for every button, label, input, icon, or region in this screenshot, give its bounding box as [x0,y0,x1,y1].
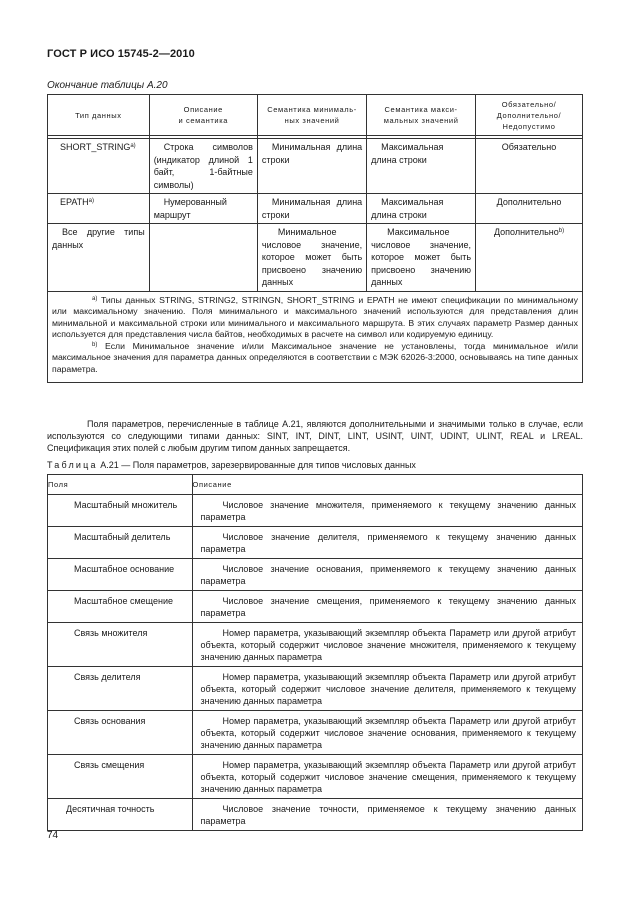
table-a21-header-row [48,475,583,495]
table-notes-row [48,291,583,382]
standard-header: ГОСТ Р ИСО 15745-2—2010 [47,48,195,60]
table-label: Таблица [47,460,98,470]
min-cell: Минимальная длина строки [257,139,366,194]
description-cell: Строка символов (индикатор длиной 1 байт, 1-байтные символы) [149,139,257,194]
field-cell: Связь основания [48,711,193,755]
description-cell: Числовое значение множителя, применяемого к текущему значению данных параметра [192,495,582,527]
description-cell: Числовое значение основания, применяемого к текущему значению данных параметра [192,559,582,591]
column-header: Описание и семантика [149,95,257,136]
column-header: Поля [48,475,193,495]
field-cell: Десятичная точность [48,799,193,831]
table-a20 [47,94,583,383]
column-header: Обязательно/ Дополнительно/ Недопустимо [476,95,583,136]
type-cell: Все другие типы данных [48,224,150,292]
table-title: А.21 — Поля параметров, зарезервированные для типов числовых данных [100,460,416,470]
table-row [48,527,583,559]
table-row [48,667,583,711]
required-cell: Обязательно [476,139,583,194]
description-cell: Нумерованный маршрут [149,194,257,224]
footnote-b: $^{b)}$ Если Минимальное значение и/или Максимальное значение не установлены, тогда минимальное и/или максимальное значения для параметра данных определяются в соответствии с МЭК 62026-3:2000, основываясь на типе данных параметра. [52,340,578,375]
table-a21 [47,474,583,831]
min-cell: Минимальная длина строки [257,194,366,224]
table-row [48,755,583,799]
table-row [48,623,583,667]
max-cell: Максимальная длина строки [367,139,476,194]
description-cell: Номер параметра, указывающий экземпляр объекта Параметр или другой атрибут объекта, который содержит числовое значение множителя, применяемого к текущему значению данных параметра [192,623,582,667]
type-cell: SHORT_STRING$^{a)}$ [48,139,150,194]
footnote-a: $^{a)}$ Типы данных STRING, STRING2, STRINGN, SHORT_STRING и EPATH не имеют спецификации по минимальному или максимальному значению. Поля минимального и максимального значений используются для представления длин минимальной и максимальной строки или минимального и максимального маршрута. В этих случаях параметр Размер данных используется для представления числа байтов, необходимых в расчете на символ или кодируемую единицу. [52,294,579,340]
column-header: Тип данных [48,95,150,136]
table-row [48,495,583,527]
field-cell: Масштабное основание [48,559,193,591]
table-a21-caption [47,460,416,470]
description-cell: Номер параметра, указывающий экземпляр объекта Параметр или другой атрибут объекта, который содержит числовое значение основания, применяемого к текущему значению данных параметра [192,711,582,755]
description-cell: Номер параметра, указывающий экземпляр объекта Параметр или другой атрибут объекта, который содержит числовое значение смещения, применяемого к текущему значению данных параметра [192,755,582,799]
table-row [48,194,583,224]
table-notes [48,291,583,382]
body-paragraph: Поля параметров, перечисленные в таблице А.21, являются дополнительными и значимыми только в случае, если используются со следующими типами данных: SINT, INT, DINT, LINT, USINT, UINT, UDINT, ULINT, REAL и LREAL. Спецификация этих полей с любым другим типом данных запрещается. [47,419,583,453]
column-header: Семантика минималь- ных значений [257,95,366,136]
description-cell: Числовое значение точности, применяемое к текущему значению данных параметра [192,799,582,831]
table-row [48,591,583,623]
field-cell: Связь делителя [48,667,193,711]
table-row [48,139,583,194]
description-cell: Числовое значение смещения, применяемого к текущему значению данных параметра [192,591,582,623]
required-cell: Дополнительно$^{b)}$ [476,224,583,292]
table-row [48,559,583,591]
field-cell: Связь множителя [48,623,193,667]
description-cell [149,224,257,292]
description-cell: Числовое значение делителя, применяемого к текущему значению данных параметра [192,527,582,559]
column-header: Описание [192,475,582,495]
column-header: Семантика макси- мальных значений [367,95,476,136]
table-a20-caption: Окончание таблицы А.20 [47,80,168,91]
field-cell: Масштабный множитель [48,495,193,527]
type-cell: EPATH$^{a)}$ [48,194,150,224]
field-cell: Связь смещения [48,755,193,799]
table-row [48,224,583,292]
field-cell: Масштабное смещение [48,591,193,623]
max-cell: Максимальная длина строки [367,194,476,224]
table-row [48,799,583,831]
max-cell: Максимальное числовое значение, которое может быть присвоено значению данных [367,224,476,292]
table-a20-header-row [48,95,583,136]
min-cell: Минимальное числовое значение, которое может быть присвоено значению данных [257,224,366,292]
table-row [48,711,583,755]
field-cell: Масштабный делитель [48,527,193,559]
required-cell: Дополнительно [476,194,583,224]
page-number: 74 [47,830,59,841]
description-cell: Номер параметра, указывающий экземпляр объекта Параметр или другой атрибут объекта, который содержит числовое значение делителя, применяемого к текущему значению данных параметра [192,667,582,711]
